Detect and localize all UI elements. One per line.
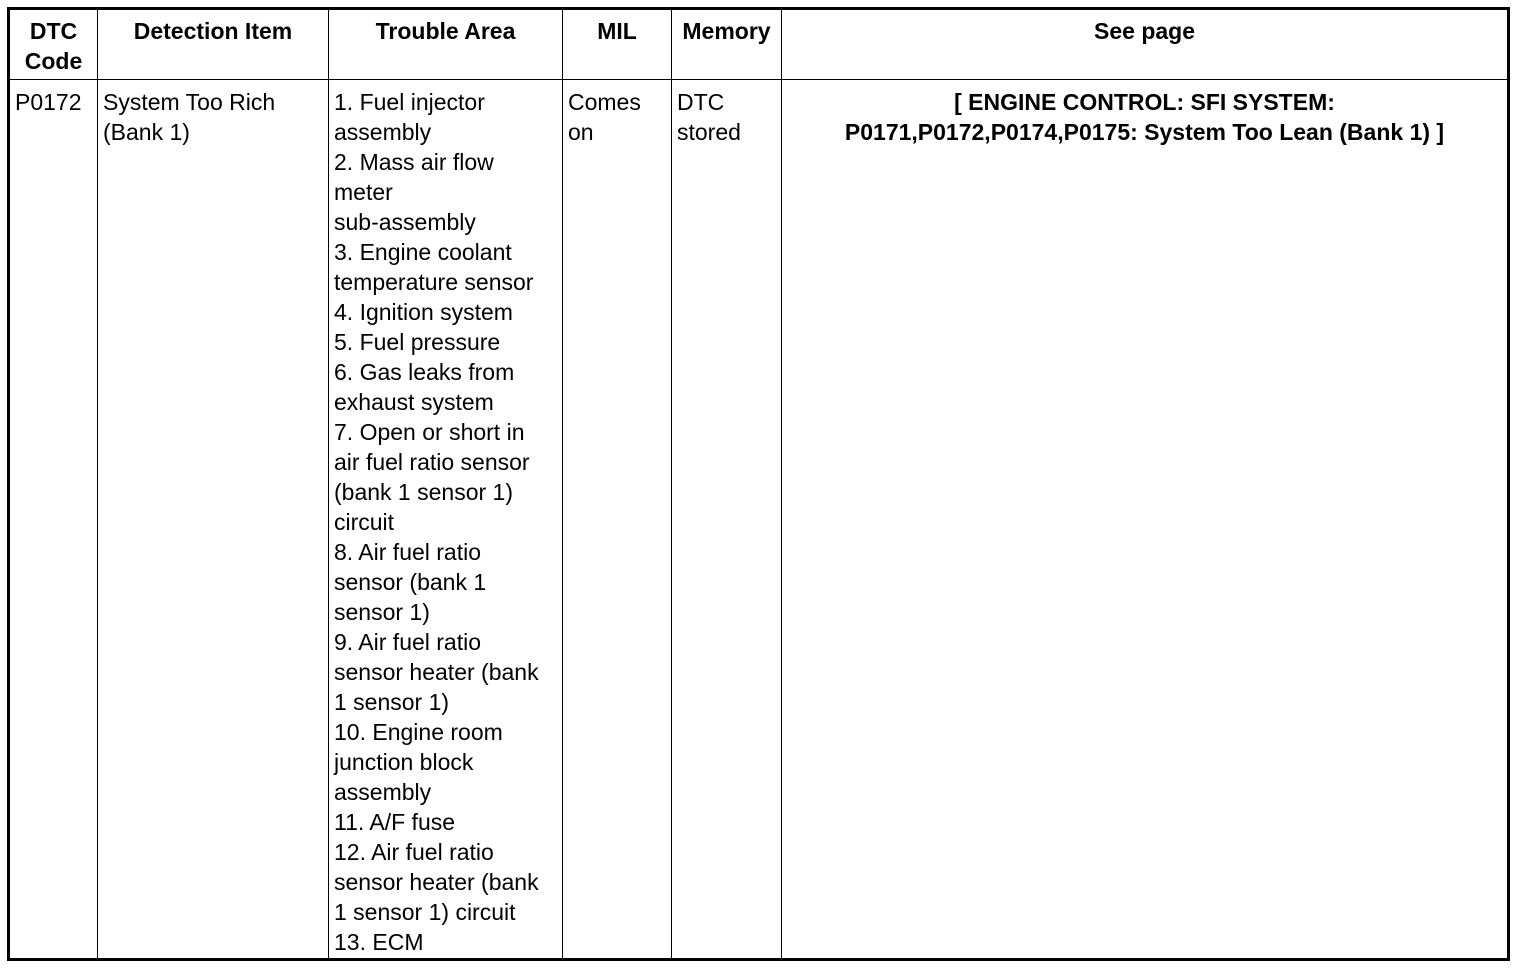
trouble-area-line: assembly (334, 779, 432, 805)
trouble-area-line: 11. A/F fuse (334, 809, 456, 835)
trouble-area-line: 1 sensor 1) circuit (334, 899, 516, 925)
header-dtc-code-line: DTC (29, 18, 78, 44)
trouble-area-line: meter (334, 179, 393, 205)
trouble-area-line: (bank 1 sensor 1) (334, 479, 513, 505)
trouble-area-line: 5. Fuel pressure (334, 329, 501, 355)
trouble-area-line: temperature sensor (334, 269, 534, 295)
trouble-area-line: junction block (334, 749, 474, 775)
trouble-area-line: sensor 1) (334, 599, 430, 625)
header-trouble-area: Trouble Area (329, 9, 563, 80)
header-see-page: See page (782, 9, 1509, 80)
trouble-area-line: 1. Fuel injector (334, 89, 485, 115)
trouble-area-line: 7. Open or short in (334, 419, 525, 445)
trouble-area-line: sub-assembly (334, 209, 476, 235)
trouble-area-line: 13. ECM (334, 929, 424, 955)
header-memory: Memory (672, 9, 782, 80)
cell-trouble-area (329, 80, 563, 960)
trouble-area-line: 9. Air fuel ratio (334, 629, 482, 655)
detection-item-line: System Too Rich (103, 89, 276, 115)
cell-see-page[interactable] (782, 80, 1509, 960)
trouble-area-line: exhaust system (334, 389, 494, 415)
mil-line: on (568, 119, 594, 145)
cell-dtc-code: P0172 (9, 80, 98, 960)
trouble-area-line: 1 sensor 1) (334, 689, 450, 715)
trouble-area-line: assembly (334, 119, 432, 145)
dtc-table (7, 7, 1510, 961)
memory-line: DTC (677, 89, 725, 115)
see-page-link-line[interactable]: P0171,P0172,P0174,P0175: System Too Lean (Bank 1) ] (844, 119, 1445, 145)
header-dtc-code-line: Code (24, 48, 83, 74)
table-row (9, 80, 1509, 960)
trouble-area-line: 6. Gas leaks from (334, 359, 515, 385)
trouble-area-line: sensor (bank 1 (334, 569, 487, 595)
cell-memory (672, 80, 782, 960)
mil-line: Comes (568, 89, 641, 115)
detection-item-line: (Bank 1) (103, 119, 190, 145)
trouble-area-line: air fuel ratio sensor (334, 449, 530, 475)
see-page-link-line[interactable]: [ ENGINE CONTROL: SFI SYSTEM: (954, 89, 1335, 115)
header-dtc-code (9, 9, 98, 80)
cell-detection-item (98, 80, 329, 960)
trouble-area-line: 3. Engine coolant (334, 239, 512, 265)
header-row (9, 9, 1509, 80)
trouble-area-line: sensor heater (bank (334, 869, 539, 895)
trouble-area-line: 2. Mass air flow (334, 149, 494, 175)
header-mil: MIL (563, 9, 672, 80)
trouble-area-line: 4. Ignition system (334, 299, 513, 325)
trouble-area-line: sensor heater (bank (334, 659, 539, 685)
trouble-area-line: 10. Engine room (334, 719, 503, 745)
trouble-area-line: circuit (334, 509, 395, 535)
cell-mil (563, 80, 672, 960)
trouble-area-line: 12. Air fuel ratio (334, 839, 494, 865)
header-detection-item: Detection Item (98, 9, 329, 80)
memory-line: stored (677, 119, 741, 145)
trouble-area-line: 8. Air fuel ratio (334, 539, 482, 565)
